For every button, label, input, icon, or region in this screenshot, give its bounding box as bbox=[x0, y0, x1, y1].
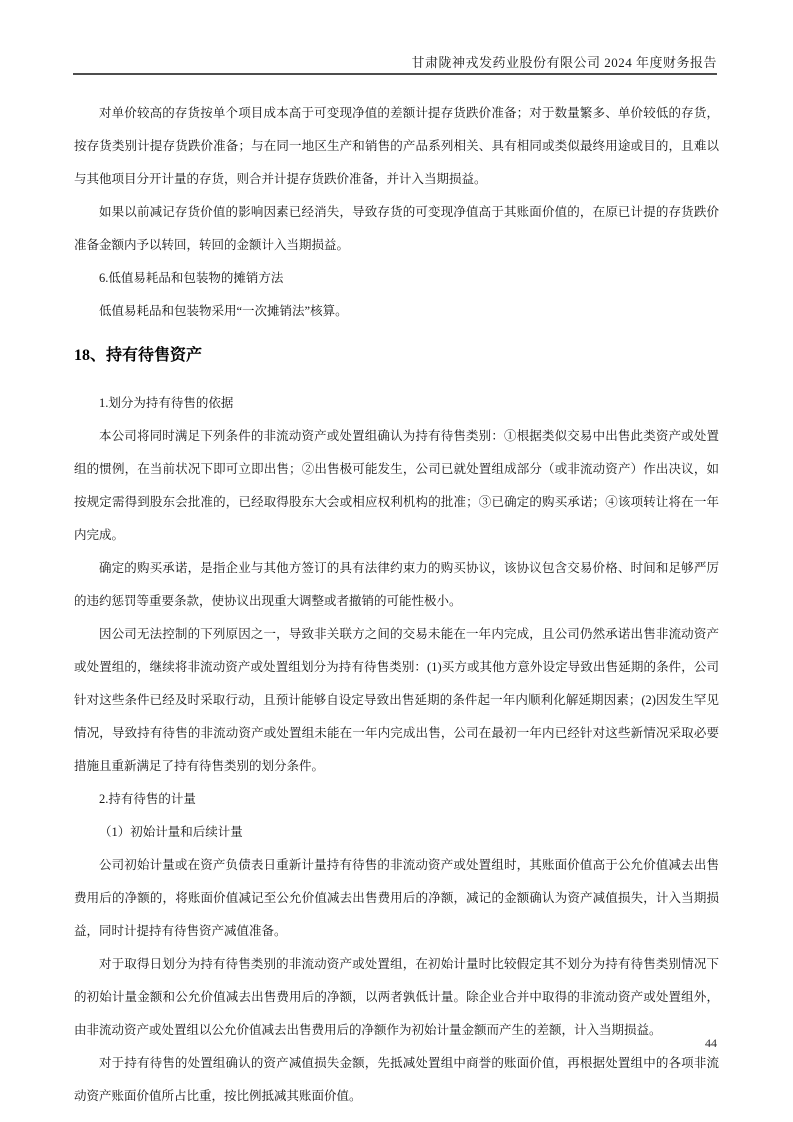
paragraph: 1.划分为持有待售的依据 bbox=[99, 396, 234, 410]
section-heading: 18、持有待售资产 bbox=[74, 347, 203, 364]
paragraph: 本公司将同时满足下列条件的非流动资产或处置组确认为持有待售类别：①根据类似交易中出售此类资产或处置组的惯例，在当前状况下即可立即出售；②出售极可能发生，公司已就处置组成部分（或非流动资产）作出决议，如按规定需得到股东会批准的，已经取得股东大会或相应权利机构的批准；③已确定的购买承诺；④该项转让将在一年内完成。 bbox=[74, 429, 719, 542]
paragraph: （1）初始计量和后续计量 bbox=[99, 825, 243, 839]
paragraph: 对于取得日划分为持有待售类别的非流动资产或处置组，在初始计量时比较假定其不划分为持有待售类别情况下的初始计量金额和公允价值减去出售费用后的净额，以两者孰低计量。除企业合并中取得的非流动资产或处置组外，由非流动资产或处置组以公允价值减去出售费用后的净额作为初始计量金额而产生的差额，计入当期损益。 bbox=[74, 957, 719, 1037]
header-title: 甘肃陇神戎发药业股份有限公司 2024 年度财务报告 bbox=[411, 55, 717, 70]
page-header bbox=[73, 0, 717, 75]
page-number: 44 bbox=[705, 1036, 717, 1050]
paragraph: 对单价较高的存货按单个项目成本高于可变现净值的差额计提存货跌价准备；对于数量繁多、单价较低的存货，按存货类别计提存货跌价准备；与在同一地区生产和销售的产品系列相关、具有相同或类似最终用途或目的，且难以与其他项目分开计量的存货，则合并计提存货跌价准备，并计入当期损益。 bbox=[74, 106, 719, 186]
paragraph: 2.持有待售的计量 bbox=[99, 792, 196, 806]
paragraph: 对于持有待售的处置组确认的资产减值损失金额，先抵减处置组中商誉的账面价值，再根据处置组中的各项非流动资产账面价值所占比重，按比例抵减其账面价值。 bbox=[74, 1056, 719, 1103]
paragraph: 公司初始计量或在资产负债表日重新计量持有待售的非流动资产或处置组时，其账面价值高于公允价值减去出售费用后的净额的，将账面价值减记至公允价值减去出售费用后的净额，减记的金额确认为资产减值损失，计入当期损益，同时计提持有待售资产减值准备。 bbox=[74, 858, 719, 938]
paragraph: 6.低值易耗品和包装物的摊销方法 bbox=[99, 271, 284, 285]
paragraph: 低值易耗品和包装物采用“一次摊销法”核算。 bbox=[99, 304, 348, 318]
document-body bbox=[74, 97, 719, 1113]
paragraph: 确定的购买承诺，是指企业与其他方签订的具有法律约束力的购买协议，该协议包含交易价格、时间和足够严厉的违约惩罚等重要条款，使协议出现重大调整或者撤销的可能性极小。 bbox=[74, 561, 719, 608]
paragraph: 如果以前减记存货价值的影响因素已经消失，导致存货的可变现净值高于其账面价值的，在原已计提的存货跌价准备金额内予以转回，转回的金额计入当期损益。 bbox=[74, 205, 719, 252]
paragraph: 因公司无法控制的下列原因之一，导致非关联方之间的交易未能在一年内完成，且公司仍然承诺出售非流动资产或处置组的，继续将非流动资产或处置组划分为持有待售类别：(1)买方或其他方意外设定导致出售延期的条件，公司针对这些条件已经及时采取行动，且预计能够自设定导致出售延期的条件起一年内顺利化解延期因素；(2)因发生罕见情况，导致持有待售的非流动资产或处置组未能在一年内完成出售，公司在最初一年内已经针对这些新情况采取必要措施且重新满足了持有待售类别的划分条件。 bbox=[74, 627, 719, 773]
